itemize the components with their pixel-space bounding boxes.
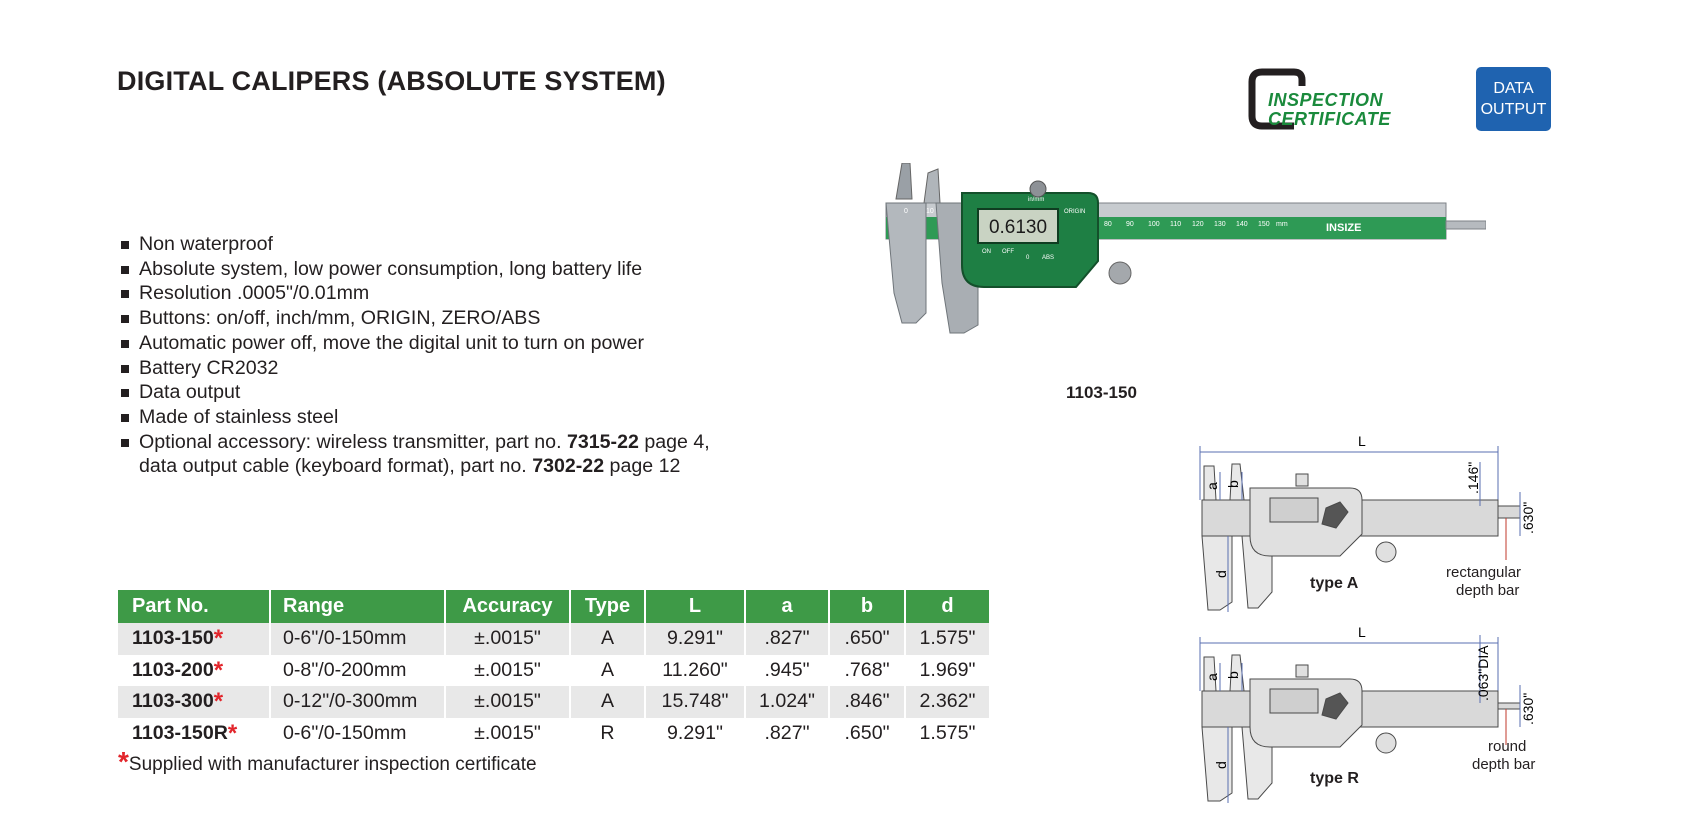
d-label: d	[1213, 570, 1229, 578]
table-row	[118, 623, 989, 655]
col-header: Range	[270, 590, 445, 623]
depth-bar-label-line2: depth bar	[1472, 756, 1536, 773]
bar-height-dim: .630"	[1520, 692, 1536, 725]
type-cell: A	[570, 623, 645, 655]
scale-number: 130	[1214, 221, 1226, 228]
scale-number: 110	[1170, 221, 1182, 228]
photo-caption: 1103-150	[1066, 383, 1137, 402]
range-cell: 0-12"/0-300mm	[270, 686, 445, 718]
part-number: 1103-200	[132, 658, 214, 681]
d-cell: 1.575"	[905, 718, 989, 750]
a-label: a	[1204, 673, 1220, 681]
l-cell: 9.291"	[645, 718, 745, 750]
feature-item: Absolute system, low power consumption, long battery life	[121, 257, 710, 282]
jaw-number: 0	[904, 208, 908, 215]
col-header: L	[645, 590, 745, 623]
data-output-line2: OUTPUT	[1480, 101, 1547, 118]
jaw-number: 10	[926, 208, 934, 215]
l-cell: 11.260"	[645, 655, 745, 687]
upper-moving-jaw	[924, 169, 940, 203]
depth-bar-label-line1: rectangular	[1446, 564, 1522, 581]
round-depth-bar	[1498, 703, 1520, 709]
a-cell: .945"	[745, 655, 829, 687]
part-cell	[118, 718, 270, 750]
scale-number: 90	[1126, 221, 1134, 228]
zero-button-label: 0	[1026, 255, 1030, 261]
accessory-part-no: 7302-22	[532, 455, 605, 478]
a-cell: .827"	[745, 718, 829, 750]
feature-item: Buttons: on/off, inch/mm, ORIGIN, ZERO/ABS	[121, 306, 710, 331]
accessory-page: page 12	[604, 455, 681, 478]
L-label: L	[1358, 625, 1366, 640]
bar-height-dim: .630"	[1520, 501, 1536, 534]
b-cell: .846"	[829, 686, 905, 718]
on-button-label: ON	[982, 249, 991, 255]
l-cell: 9.291"	[645, 623, 745, 655]
accessory-page: page 4,	[638, 430, 710, 453]
col-header: a	[745, 590, 829, 623]
certificate-star: *	[227, 719, 238, 747]
scale-number: 120	[1192, 221, 1204, 228]
certificate-star: *	[213, 625, 224, 653]
b-label: b	[1225, 480, 1241, 488]
accuracy-cell: ±.0015"	[445, 623, 570, 655]
feature-item: Battery CR2032	[121, 356, 710, 381]
col-header: b	[829, 590, 905, 623]
bar-diameter-dim: .063"DIA	[1475, 645, 1491, 701]
feature-item: Automatic power off, move the digital unit to turn on power	[121, 331, 710, 356]
feature-item: Non waterproof	[121, 232, 710, 257]
feature-item-accessory-cont	[121, 454, 710, 479]
type-cell: A	[570, 686, 645, 718]
a-cell: .827"	[745, 623, 829, 655]
part-cell	[118, 686, 270, 718]
off-button-label: OFF	[1002, 249, 1014, 255]
depth-bar-label-line2: depth bar	[1456, 582, 1520, 599]
accessory-text: Optional accessory: wireless transmitter, part no.	[139, 430, 567, 453]
feature-list	[121, 232, 710, 479]
certificate-star: *	[213, 688, 224, 716]
upper-fixed-jaw	[896, 163, 912, 199]
accuracy-cell: ±.0015"	[445, 718, 570, 750]
scale-number: 100	[1148, 221, 1160, 228]
table-header-row	[118, 590, 989, 623]
type-r-drawing	[1190, 625, 1590, 815]
part-cell	[118, 623, 270, 655]
brand-logo: INSIZE	[1326, 222, 1362, 234]
inspection-certificate-badge	[1248, 66, 1448, 132]
thumb-roller	[1030, 181, 1046, 197]
scale-number: 80	[1104, 221, 1112, 228]
accessory-text: data output cable (keyboard format), part no.	[139, 455, 533, 478]
fine-adjust-wheel	[1109, 262, 1131, 284]
table-row	[118, 718, 989, 750]
part-number: 1103-300	[132, 690, 214, 713]
d-cell: 2.362"	[905, 686, 989, 718]
range-cell: 0-6"/0-150mm	[270, 718, 445, 750]
range-cell: 0-6"/0-150mm	[270, 623, 445, 655]
b-label: b	[1225, 671, 1241, 679]
abs-button-label: ABS	[1042, 255, 1055, 261]
caliper-photo	[866, 163, 1486, 363]
col-header: Type	[570, 590, 645, 623]
accessory-part-no: 7315-22	[566, 430, 639, 453]
feature-item-accessory	[121, 430, 710, 455]
b-cell: .650"	[829, 623, 905, 655]
table-row	[118, 655, 989, 687]
b-cell: .768"	[829, 655, 905, 687]
type-a-drawing	[1190, 432, 1590, 622]
accuracy-cell: ±.0015"	[445, 686, 570, 718]
depth-bar	[1446, 221, 1486, 229]
scale-number: 150	[1258, 221, 1270, 228]
depth-bar-label-line1: round	[1488, 738, 1527, 755]
d-label: d	[1213, 761, 1229, 769]
origin-button-label: ORIGIN	[1064, 209, 1086, 215]
inmm-button-label: in/mm	[1028, 197, 1045, 203]
spec-table	[118, 590, 989, 749]
L-label: L	[1358, 433, 1366, 449]
part-cell	[118, 655, 270, 687]
footnote-star: *	[118, 746, 129, 777]
scale-unit: mm	[1276, 221, 1288, 228]
b-cell: .650"	[829, 718, 905, 750]
d-cell: 1.969"	[905, 655, 989, 687]
certificate-star: *	[213, 656, 224, 684]
data-output-line1: DATA	[1493, 80, 1534, 97]
footnote	[118, 746, 537, 777]
scale-number: 140	[1236, 221, 1248, 228]
accuracy-cell: ±.0015"	[445, 655, 570, 687]
a-cell: 1.024"	[745, 686, 829, 718]
range-cell: 0-8"/0-200mm	[270, 655, 445, 687]
part-number: 1103-150	[132, 627, 214, 650]
l-cell: 15.748"	[645, 686, 745, 718]
lower-fixed-jaw	[886, 203, 926, 323]
col-header: Part No.	[118, 590, 270, 623]
bar-width-dim: .146"	[1465, 461, 1481, 494]
page-title: DIGITAL CALIPERS (ABSOLUTE SYSTEM)	[117, 66, 666, 96]
col-header: d	[905, 590, 989, 623]
a-label: a	[1204, 482, 1220, 490]
feature-item: Data output	[121, 380, 710, 405]
diagram-type-r	[1190, 625, 1590, 815]
feature-item: Resolution .0005"/0.01mm	[121, 281, 710, 306]
type-cell: A	[570, 655, 645, 687]
data-output-badge	[1476, 67, 1551, 131]
type-r-label: type R	[1310, 770, 1359, 787]
lcd-reading: 0.6130	[988, 217, 1048, 238]
footnote-text: Supplied with manufacturer inspection certificate	[128, 754, 537, 775]
certificate-label: CERTIFICATE	[1268, 109, 1391, 129]
type-cell: R	[570, 718, 645, 750]
type-a-label: type A	[1310, 575, 1359, 592]
col-header: Accuracy	[445, 590, 570, 623]
d-cell: 1.575"	[905, 623, 989, 655]
rectangular-depth-bar	[1498, 506, 1520, 518]
inspection-label: INSPECTION	[1268, 90, 1384, 110]
part-number: 1103-150R	[132, 721, 228, 744]
diagram-type-a	[1190, 432, 1590, 622]
feature-item: Made of stainless steel	[121, 405, 710, 430]
table-row	[118, 686, 989, 718]
